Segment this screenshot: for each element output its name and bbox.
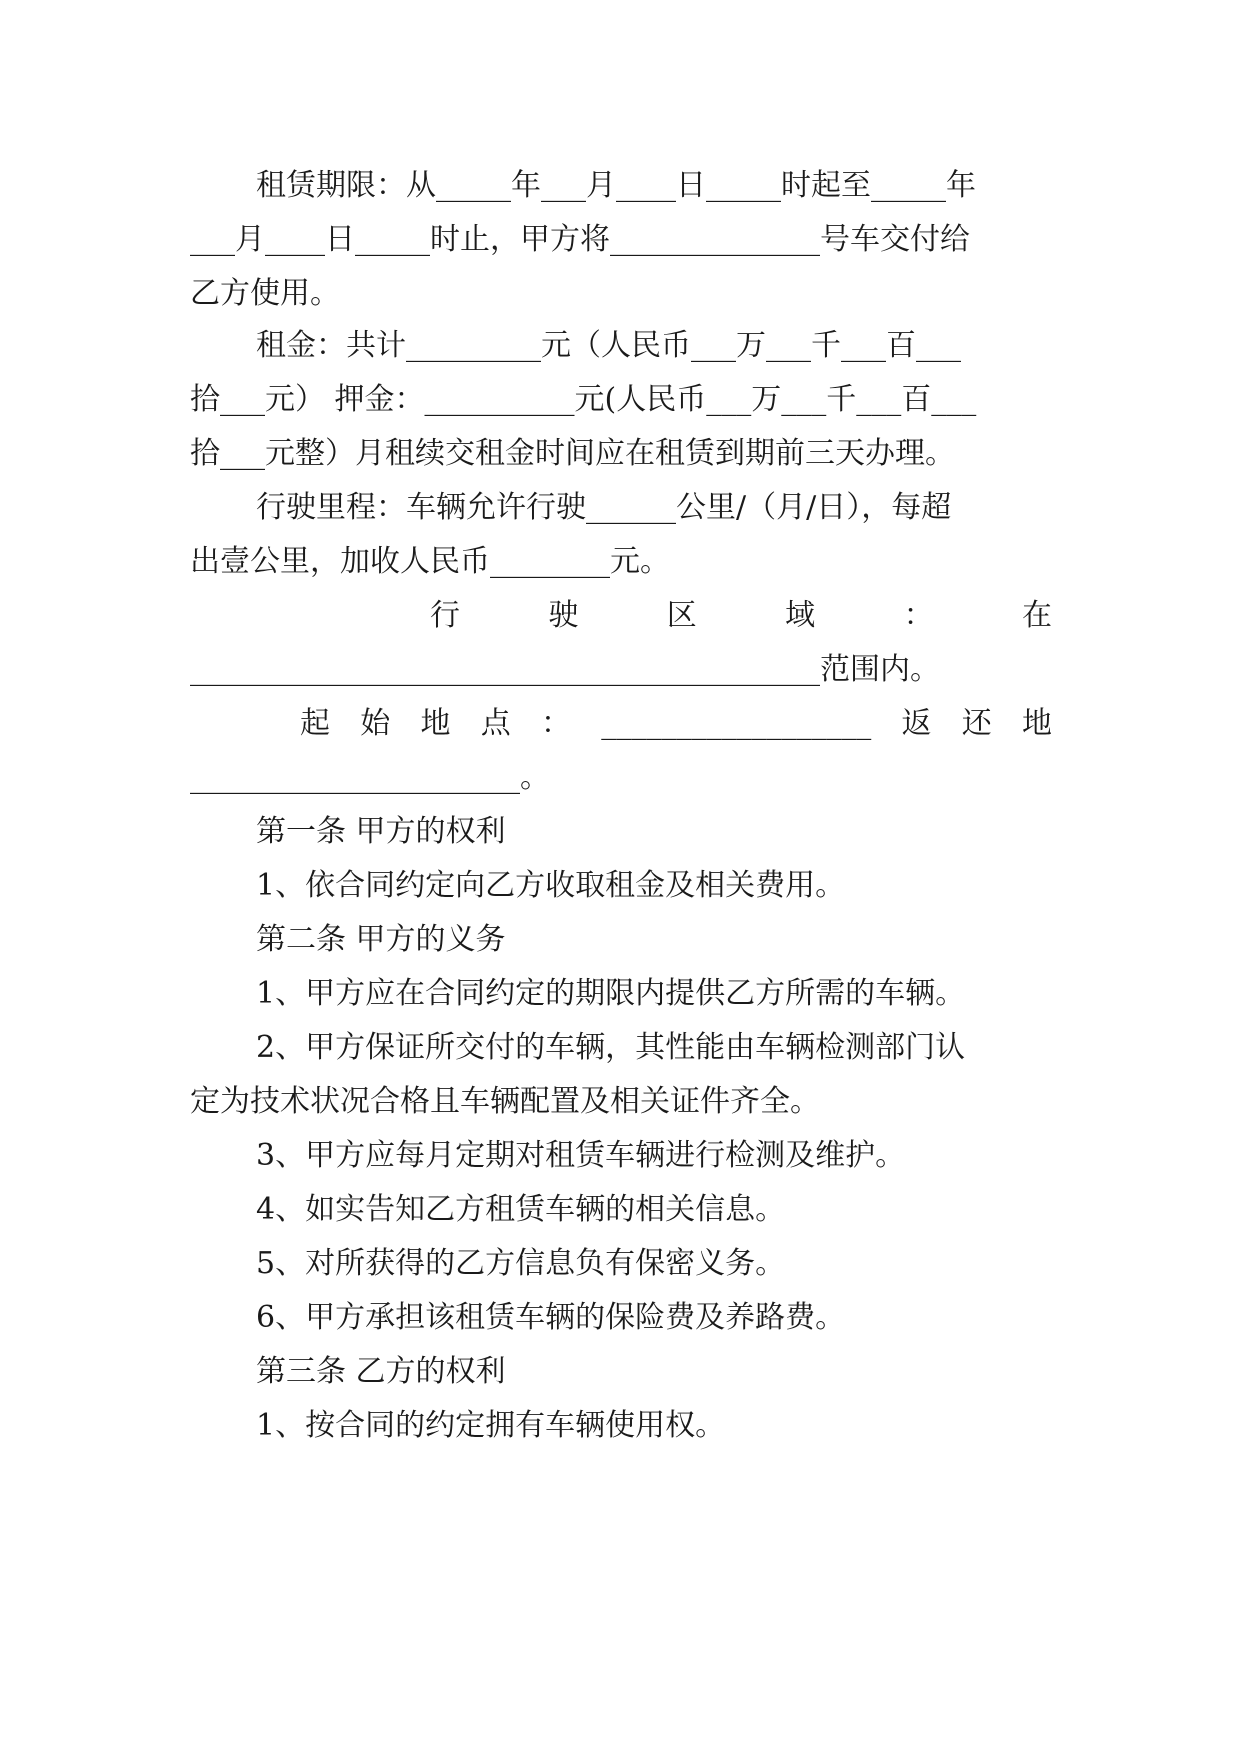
- lease-term-line-2: ___月____日_____时止，甲方将______________号车交付给: [190, 222, 970, 257]
- article-2-item-1: 1、甲方应在合同约定的期限内提供乙方所需的车辆。: [256, 976, 966, 1011]
- article-2-item-2-line-2: 定为技术状况合格且车辆配置及相关证件齐全。: [190, 1084, 820, 1119]
- region-char: 在: [1021, 598, 1052, 633]
- start-char: 还: [961, 706, 992, 741]
- start-char: 点: [480, 706, 511, 741]
- start-char: 返: [901, 706, 932, 741]
- lease-term-line-1: 租赁期限：从_____年___月____日_____时起至_____年: [256, 168, 976, 203]
- region-char: 行: [430, 598, 460, 633]
- start-char: 始: [360, 706, 391, 741]
- article-3-item-1: 1、按合同的约定拥有车辆使用权。: [256, 1408, 726, 1443]
- article-2-item-6: 6、甲方承担该租赁车辆的保险费及养路费。: [256, 1300, 846, 1335]
- rent-line-2: 拾___元） 押金：__________元(人民币___万___千___百___: [190, 382, 977, 417]
- start-char: 地: [420, 706, 451, 741]
- region-line-1: [430, 592, 1052, 640]
- rent-line-3: 拾___元整）月租续交租金时间应在租赁到期前三天办理。: [190, 436, 955, 471]
- article-2-item-4: 4、如实告知乙方租赁车辆的相关信息。: [256, 1192, 786, 1227]
- start-char: ：: [541, 706, 571, 741]
- start-blank: __________________: [601, 706, 872, 741]
- article-2-item-5: 5、对所获得的乙方信息负有保密义务。: [256, 1246, 786, 1281]
- article-3-heading: 第三条 乙方的权利: [256, 1354, 506, 1389]
- article-2-item-2-line-1: 2、甲方保证所交付的车辆，其性能由车辆检测部门认: [256, 1030, 966, 1065]
- return-location-line-2: ______________________。: [190, 760, 550, 795]
- article-1-heading: 第一条 甲方的权利: [256, 814, 506, 849]
- lease-term-line-3: 乙方使用。: [190, 276, 340, 311]
- mileage-line-2: 出壹公里，加收人民币________元。: [190, 544, 670, 579]
- start-char: 起: [300, 706, 330, 741]
- article-2-item-3: 3、甲方应每月定期对租赁车辆进行检测及维护。: [256, 1138, 906, 1173]
- rent-line-1: 租金：共计_________元（人民币___万___千___百___: [256, 328, 961, 363]
- region-char: 驶: [548, 598, 579, 633]
- start-char: 地: [1022, 706, 1052, 741]
- article-2-heading: 第二条 甲方的义务: [256, 922, 506, 957]
- start-location-line-1: [300, 700, 1052, 748]
- article-1-item-1: 1、依合同约定向乙方收取租金及相关费用。: [256, 868, 846, 903]
- region-char: 区: [666, 598, 697, 633]
- region-char: 域: [785, 598, 816, 633]
- region-line-2: __________________________________________范围内。: [190, 652, 940, 687]
- region-char: ：: [903, 598, 934, 633]
- mileage-line-1: 行驶里程：车辆允许行驶______公里/（月/日），每超: [256, 490, 952, 525]
